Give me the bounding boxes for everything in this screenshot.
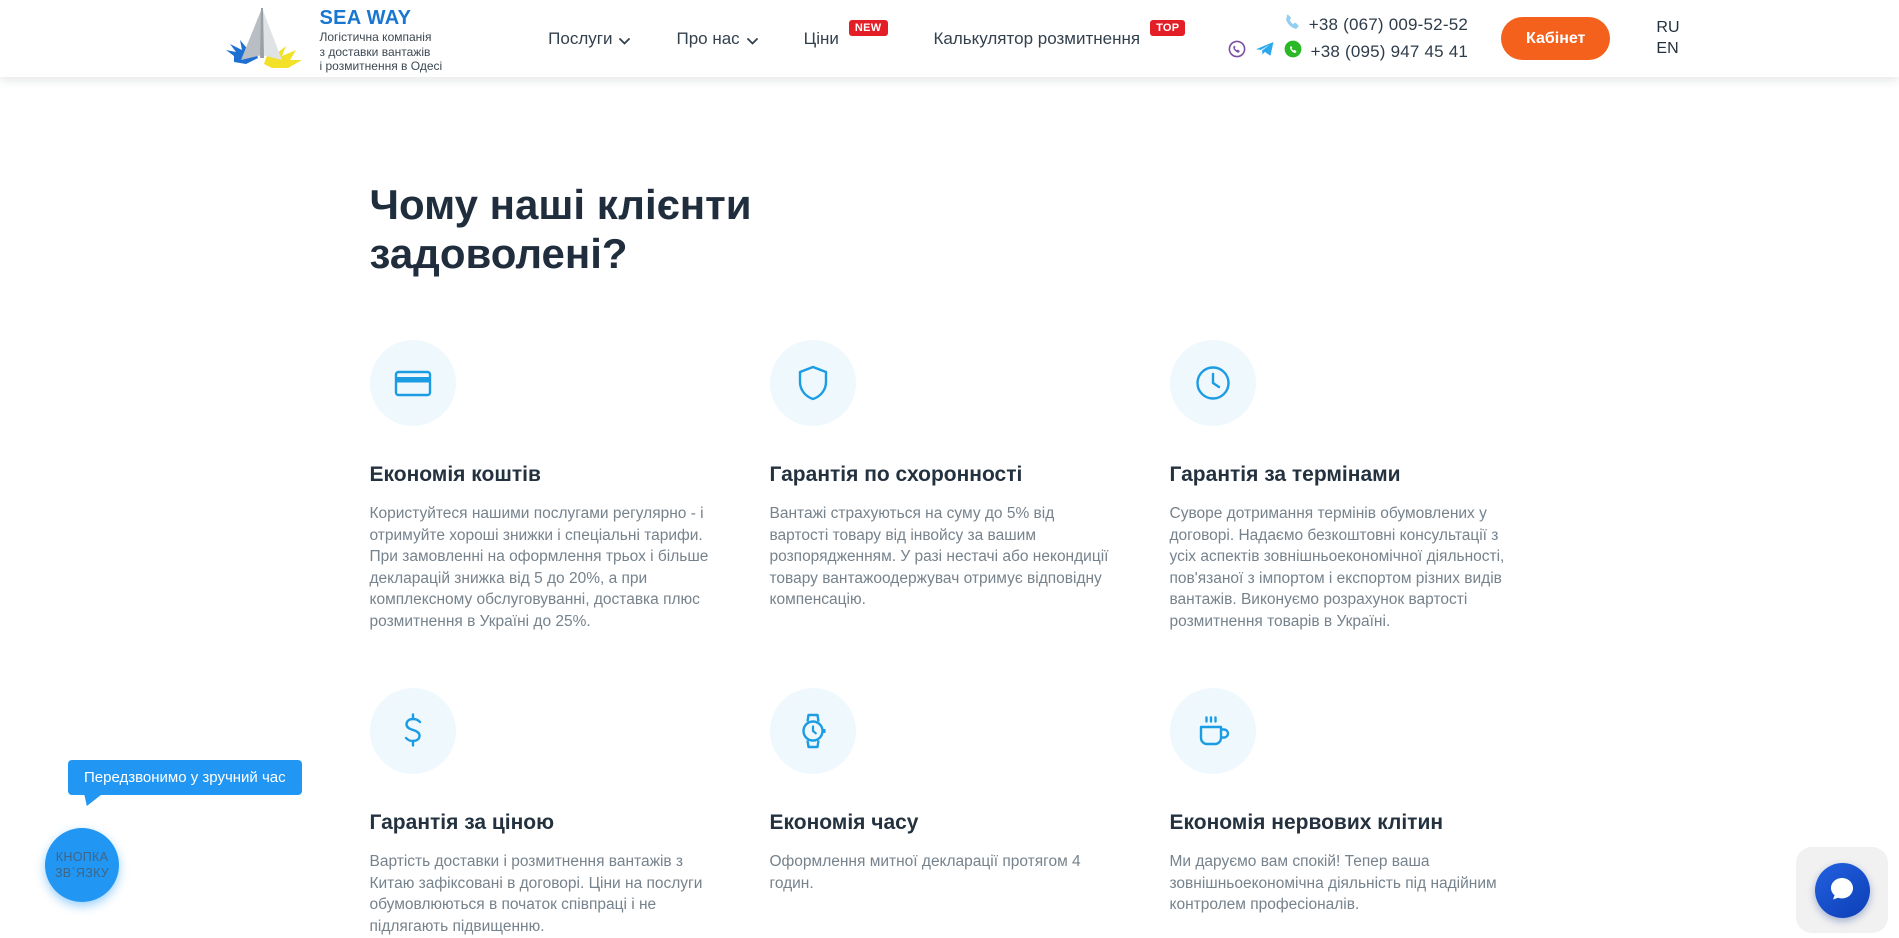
callback-tooltip: Передзвонимо у зручний час: [68, 760, 302, 795]
site-header: [0, 0, 1899, 77]
chevron-down-icon: [747, 30, 758, 50]
nav-item-prices[interactable]: Ціни NEW: [804, 29, 888, 49]
shield-icon: [770, 340, 856, 426]
new-badge: NEW: [849, 20, 888, 36]
logo-tagline: Логістична компанія з доставки вантажів і розмитнення в Одесі: [319, 30, 443, 74]
card-title: Економія нервових клітин: [1169, 811, 1444, 835]
nav-item-services[interactable]: Послуги: [548, 27, 630, 50]
phone-icon: [1284, 14, 1300, 35]
chat-widget-container: [1796, 847, 1888, 933]
callback-button[interactable]: [45, 828, 119, 902]
language-switcher: [1656, 19, 1679, 58]
coffee-cup-icon: [1170, 688, 1256, 774]
phone-number-1[interactable]: +38 (067) 009-52-52: [1308, 14, 1469, 34]
dollar-icon: [370, 688, 456, 774]
telegram-icon[interactable]: [1255, 40, 1275, 63]
card-title: Гарантія по схоронності: [769, 463, 1023, 487]
card-title: Економія часу: [769, 811, 919, 835]
nav-item-customs-calculator[interactable]: Калькулятор розмитнення TOP: [934, 29, 1186, 49]
benefit-card-money-saving: [370, 340, 710, 632]
card-text: Ми даруємо вам спокій! Тепер ваша зовнішньоекономічна діяльність під надійним контролем професіоналів.: [1169, 853, 1497, 914]
phones-block: [1228, 14, 1468, 63]
lang-en[interactable]: EN: [1656, 40, 1679, 57]
card-text: Оформлення митної декларації протягом 4 годин.: [769, 853, 1081, 892]
benefit-card-nerves-saving: [1170, 688, 1510, 937]
benefit-cards-grid: [370, 340, 1530, 937]
clock-icon: [1170, 340, 1256, 426]
main-nav: [548, 21, 1185, 50]
chat-button[interactable]: [1815, 863, 1870, 918]
benefits-section: [370, 77, 1530, 937]
callback-button-label: КНОПКА ЗВ`ЯЗКУ: [54, 850, 110, 880]
card-title: Гарантія за ціною: [369, 811, 555, 835]
card-text: Користуйтеся нашими послугами регулярно - і отримуйте хороші знижки і спеціальні тарифи. При замовленні на оформлення трьох і більше декларацій знижка від 5 до 20%, а при комплексному обслуговуванні, доставка плюс розмитнення в Україні до 25%.: [369, 505, 709, 630]
benefit-card-terms-guarantee: [1170, 340, 1510, 632]
phone-number-2[interactable]: +38 (095) 947 45 41: [1310, 41, 1469, 61]
card-title: Економія коштів: [369, 463, 541, 487]
watch-icon: [770, 688, 856, 774]
cabinet-button[interactable]: Кабінет: [1501, 17, 1610, 60]
whatsapp-icon[interactable]: [1284, 40, 1302, 63]
chevron-down-icon: [619, 30, 630, 50]
benefit-card-price-guarantee: [370, 688, 710, 937]
paper-boat-logo-icon: [220, 3, 308, 72]
benefit-card-time-saving: [770, 688, 1110, 937]
benefit-card-safety-guarantee: [770, 340, 1110, 632]
lang-ru[interactable]: RU: [1656, 19, 1680, 36]
viber-icon[interactable]: [1228, 40, 1246, 63]
logo[interactable]: [220, 3, 443, 74]
credit-card-icon: [370, 340, 456, 426]
card-text: Вартість доставки і розмитнення вантажів з Китаю зафіксовані в договорі. Ціни на послуги обумовлюються в початок співпраці і не підлягають підвищенню.: [369, 853, 703, 935]
top-badge: TOP: [1150, 20, 1185, 36]
page-title: Чому наші клієнти задоволені?: [369, 181, 752, 277]
logo-title: SEA WAY: [319, 7, 412, 30]
chat-bubble-icon: [1828, 875, 1856, 906]
card-text: Суворе дотримання термінів обумовлених у договорі. Надаємо безкоштовні консультації з усіх аспектів зовнішньоекономічної діяльності, пов'язаної з імпортом і експортом різних видів вантажів. Виконуємо розрахунок вартості розмитнення товарів в Україні.: [1169, 505, 1505, 630]
card-title: Гарантія за термінами: [1169, 463, 1401, 487]
nav-item-about[interactable]: Про нас: [676, 27, 757, 50]
card-text: Вантажі страхуються на суму до 5% від вартості товару від інвойсу за вашим розпорядженням. У разі нестачі або некондиції товару вантажоодержувач отримує відповідну компенсацію.: [769, 505, 1109, 609]
